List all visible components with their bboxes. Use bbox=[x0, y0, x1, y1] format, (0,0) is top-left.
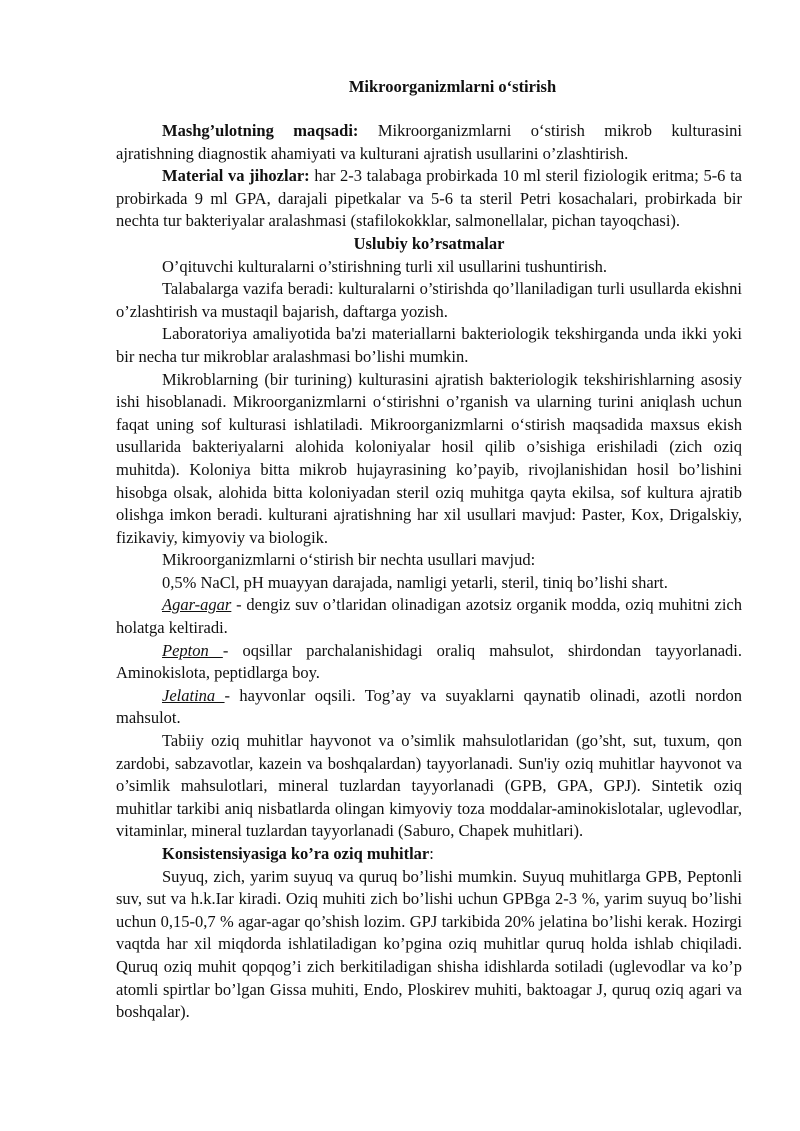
text-consistency-colon: : bbox=[429, 844, 434, 863]
text-materials: har 2-3 talabaga probirkada 10 ml steril fiziologik eritma; 5-6 ta probirkada 9 ml GPA, darajali pipetkalar va 5-6 ta steril Petri kosachalari, probirkada bir nechta tur bakteriyalar aralashmasi (stafilokokklar, salmonellalar, pichan tayoqchasi). bbox=[116, 166, 742, 231]
section-heading-guidelines: Uslubiy ko’rsatmalar bbox=[353, 233, 505, 253]
text-pepton: - oqsillar parchalanishidagi oraliq mahsulot, shirdondan tayyorlanadi. Aminokislota, peptidlarga boy. bbox=[116, 640, 742, 683]
label-materials: Material va jihozlar: bbox=[162, 166, 310, 186]
paragraph-laboratory: Laboratoriya amaliyotida ba'zi materiallarni bakteriologik tekshirganda unda ikki yoki bir necha tur mikroblar aralashmasi bo’lishi mumkin. bbox=[116, 324, 742, 366]
paragraph-culture-isolation: Mikroblarning (bir turining) kulturasini ajratish bakteriologik tekshirishlarning asosiy ishi hisoblanadi. Mikroorganizmlarni o‘stirishni o’rganish va ularning turini aniqlash uchun faqat uning sof kulturasi ishlatiladi. Mikroorganizmlarni o‘stirish maqsadida maxsus ekish usullarida bakteriyalarni alohida koloniyalar hosil qilib o’sishiga erishiladi (zich oziq muhitda). Koloniya bitta mikrob hujayrasining ko’payib, rivojlanishidan hosil bo’lishini hisobga olsak, alohida bitta koloniyadan steril oziq muhitga qayta ekilsa, sof kultura ajratib olishga imkon beradi. kulturani ajratishning har xil usullari mavjud: Paster, Kox, Drigalskiy, fizikaviy, kimyoviy va biologik. bbox=[116, 369, 742, 547]
paragraph-purpose bbox=[116, 120, 742, 165]
text-agar: - dengiz suv o’tlaridan olinadigan azotsiz organik modda, oziq muhitni zich holatga keltiradi. bbox=[116, 595, 742, 638]
term-agar: Agar-agar bbox=[162, 595, 232, 615]
text-jelatina: - hayvonlar oqsili. Tog’ay va suyaklarni qaynatib olinadi, azotli nordon mahsulot. bbox=[116, 685, 742, 728]
paragraph-consistency: Suyuq, zich, yarim suyuq va quruq bo’lishi mumkin. Suyuq muhitlarga GPB, Peptonli suv, sut va h.k.Iar kiradi. Oziq muhiti zich bo’lishi uchun GPBga 2-3 %, yarim suyuq bo’lishi uchun 0,15-0,7 % agar-agar qo’shish lozim. GPJ tarkibida 20% jelatina bo’lishi kerak. Hozirgi vaqtda har xil miqdorda ishlatiladigan ko’pgina oziq muhitlar quruq holda ishlab chiqiladi. Quruq oziq muhit qopqog’i zich berkitiladigan shisha idishlarda sotiladi (uglevodlar va ko’p atomli spirtlar bo’lgan Gissa muhiti, Endo, Ploskirev muhiti, baktoagar J, quruq oziq agari va boshqalar). bbox=[116, 866, 742, 1022]
paragraph-media-types: Tabiiy oziq muhitlar hayvonot va o’simlik mahsulotlaridan (go’sht, sut, tuxum, qon zardobi, sabzavotlar, kazein va boshqalardan) tayyorlanadi. Sun'iy oziq muhitlar hayvonot va o’simlik mahsulotlari, mineral tuzlardan tayyorlanadi (GPB, GPA, GPJ). Sintetik oziq muhitlar tarkibi aniq nisbatlarda olingan kimyoviy toza moddalar-aminokislotalar, uglevodlar, vitaminlar, mineral tuzlardan tayyorlanadi (Saburo, Chapek muhitlari). bbox=[116, 731, 742, 841]
paragraph-materials bbox=[116, 165, 742, 233]
label-purpose: Mashg’ulotning maqsadi: bbox=[162, 121, 359, 140]
term-pepton: Pepton bbox=[162, 640, 223, 660]
paragraph-consistency-heading bbox=[116, 843, 742, 866]
paragraph-requirements: 0,5% NaCl, pH muayyan darajada, namligi yetarli, steril, tiniq bo’lishi shart. bbox=[162, 572, 668, 592]
paragraph-methods: Mikroorganizmlarni o‘stirish bir nechta usullari mavjud: bbox=[162, 550, 536, 570]
paragraph-task: Talabalarga vazifa beradi: kulturalarni o’stirishda qo’llaniladigan turli usullarda ekishni o’zlashtirish va mustaqil bajarish, daftarga yozish. bbox=[116, 279, 742, 321]
paragraph-jelatina bbox=[116, 685, 742, 730]
paragraph-teacher: O’qituvchi kulturalarni o’stirishning turli xil usullarini tushuntirish. bbox=[162, 256, 608, 276]
document-title: Mikroorganizmlarni o‘stirish bbox=[348, 77, 557, 96]
label-consistency: Konsistensiyasiga ko’ra oziq muhitlar bbox=[162, 844, 430, 863]
text-purpose: Mikroorganizmlarni o‘stirish mikrob kulturasini ajratishning diagnostik ahamiyati va kulturani ajratish usullarini o’zlashtirish. bbox=[116, 121, 742, 163]
term-jelatina: Jelatina bbox=[162, 685, 225, 705]
paragraph-agar bbox=[116, 594, 742, 639]
paragraph-pepton bbox=[116, 640, 742, 685]
document-body bbox=[116, 120, 742, 1024]
